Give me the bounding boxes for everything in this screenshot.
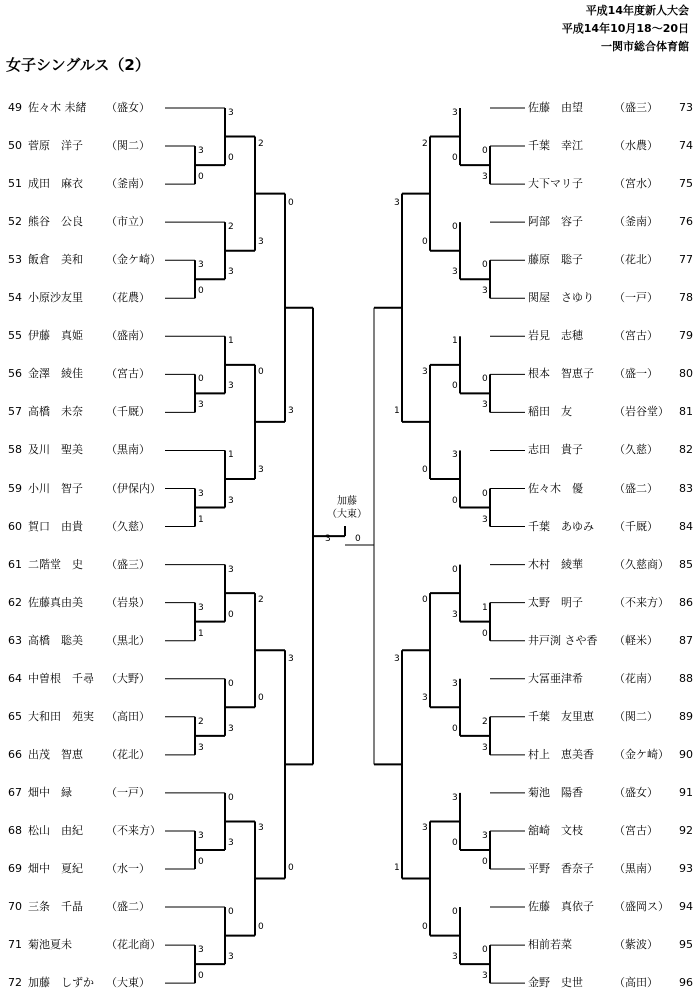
player-name: 成田 麻衣 [28,177,83,191]
player-name: 金野 史世 [528,976,583,990]
player-number: 73 [679,101,693,114]
player-number: 49 [8,101,22,114]
player-name: 佐藤真由美 [28,595,83,609]
score-label: 3 [452,678,458,689]
score-label: 3 [452,450,458,461]
score-label: 1 [198,628,204,639]
score-label: 3 [198,602,204,613]
player-name: 平野 香奈子 [528,862,594,875]
player-team: （花北） [106,747,150,761]
player-team: （黒南） [106,443,150,457]
score-label: 3 [394,654,400,665]
player-number: 72 [8,976,22,990]
score-label: 2 [258,595,264,606]
player-name: 松山 由紀 [28,823,83,837]
player-team: （大東） [106,976,150,990]
score-label: 0 [228,792,234,803]
score-label: 1 [394,862,400,873]
score-label: 3 [228,495,234,506]
player-number: 87 [679,633,693,647]
player-team: （紫波） [614,938,658,952]
player-team: （岩泉） [106,595,150,609]
score-label: 3 [482,971,488,982]
player-number: 93 [679,862,693,875]
score-label: 0 [198,286,204,297]
player-number: 58 [8,443,22,457]
player-number: 52 [8,215,22,229]
player-name: 佐藤 真依子 [528,900,594,914]
score-label: 3 [422,693,428,704]
player-team: （伊保内） [106,481,161,495]
score-label: 0 [258,366,264,377]
player-team: （釜南） [614,215,658,229]
player-number: 62 [8,595,22,609]
player-team: （久慈商） [614,557,669,571]
player-name: 村上 恵美香 [528,747,594,761]
player-team: （一戸） [614,291,658,305]
champion-name: 加藤 [337,496,357,507]
player-number: 66 [8,747,22,761]
player-team: （水農） [614,139,658,153]
score-label: 2 [482,716,488,727]
player-name: 太野 明子 [528,595,583,609]
player-name: 佐藤 由望 [528,101,583,114]
score-label: 3 [482,286,488,297]
player-number: 86 [679,595,693,609]
event-dates: 平成14年10月18～20日 [561,22,689,35]
player-team: （黒北） [106,633,150,647]
player-number: 74 [679,139,693,153]
player-team: （盛南） [106,329,150,343]
player-name: 賀口 由貴 [28,519,83,533]
player-team: （不来方） [106,823,161,837]
player-number: 53 [8,253,22,267]
player-name: 畑中 緑 [28,785,72,799]
score-label: 3 [228,952,234,963]
score-label: 3 [452,108,458,118]
score-label: 0 [482,628,488,639]
player-number: 94 [679,900,693,914]
player-team: （高田） [614,976,658,990]
player-name: 志田 貴子 [528,443,583,457]
score-label: 1 [228,336,234,347]
score-label: 0 [482,374,488,385]
score-label: 0 [288,862,294,873]
score-label: 0 [422,921,428,932]
champion-team: （大東） [327,509,367,520]
player-name: 高橋 未奈 [28,405,83,419]
page-title: 女子シングルス（2） [6,56,150,74]
score-label: 2 [258,138,264,149]
player-name: 金澤 綾佳 [28,367,83,381]
player-number: 80 [679,367,693,381]
player-name: 二階堂 史 [28,557,83,571]
player-team: （盛女） [106,101,150,114]
player-number: 89 [679,709,693,723]
event-venue: 一関市総合体育館 [601,40,689,53]
score-label: 0 [422,464,428,475]
score-label: 0 [452,153,458,164]
score-label: 3 [325,534,331,544]
player-team: （盛一） [614,367,658,381]
player-team: （盛二） [614,481,658,495]
player-name: 畑中 夏紀 [28,862,83,875]
player-name: 大和田 苑実 [28,709,94,723]
player-number: 50 [8,139,22,153]
player-name: 関屋 さゆり [528,291,594,305]
score-label: 1 [482,602,488,613]
score-label: 3 [482,830,488,841]
score-label: 3 [228,564,234,575]
score-label: 0 [452,381,458,392]
score-label: 3 [258,823,264,834]
player-number: 90 [679,747,693,761]
player-team: （金ケ崎） [106,253,161,267]
player-team: （盛二） [106,900,150,914]
score-label: 0 [258,921,264,932]
player-team: （久慈） [614,443,658,457]
player-name: 小原沙友里 [28,291,83,305]
score-label: 0 [198,172,204,183]
score-label: 3 [452,267,458,278]
score-label: 3 [452,609,458,620]
player-number: 85 [679,557,693,571]
player-number: 70 [8,900,22,914]
score-label: 3 [198,830,204,841]
score-label: 3 [228,267,234,278]
event-title: 平成14年度新人大会 [585,4,689,17]
score-label: 3 [258,464,264,475]
player-team: （高田） [106,709,150,723]
score-label: 3 [452,952,458,963]
score-label: 3 [228,381,234,392]
score-label: 3 [198,742,204,753]
score-label: 3 [482,514,488,525]
score-label: 3 [422,823,428,834]
player-team: （黒南） [614,862,658,875]
player-number: 78 [679,291,693,305]
score-label: 3 [394,197,400,208]
score-label: 1 [394,405,400,416]
score-label: 0 [452,564,458,575]
player-team: （宮古） [614,823,658,837]
score-label: 0 [452,222,458,233]
score-label: 0 [228,153,234,164]
score-label: 0 [482,146,488,157]
score-label: 2 [422,138,428,149]
player-team: （市立） [106,215,150,229]
player-number: 54 [8,291,22,305]
score-label: 0 [452,837,458,848]
player-team: （金ケ崎） [614,747,669,761]
player-name: 菊池 陽香 [528,785,583,799]
player-team: （水一） [106,862,150,875]
player-name: 大冨亜津希 [528,671,583,685]
player-name: 千葉 あゆみ [528,519,594,533]
score-label: 2 [228,222,234,233]
player-number: 64 [8,671,22,685]
player-team: （一戸） [106,785,150,799]
player-name: 伊藤 真姫 [28,329,83,343]
player-name: 及川 聖美 [28,443,83,457]
player-name: 阿部 容子 [528,215,583,229]
score-label: 0 [198,374,204,385]
player-name: 井戸渕 さや香 [528,633,598,647]
score-label: 3 [288,654,294,665]
player-name: 加藤 しずか [28,976,94,990]
player-number: 60 [8,519,22,533]
score-label: 3 [228,108,234,118]
player-team: （久慈） [106,519,150,533]
score-label: 3 [198,945,204,956]
player-name: 中曽根 千尋 [28,671,94,685]
score-label: 0 [482,260,488,271]
score-label: 3 [198,488,204,499]
player-number: 76 [679,215,693,229]
player-team: （大野） [106,671,150,685]
score-label: 3 [452,792,458,803]
player-team: （盛三） [106,557,150,571]
player-team: （岩谷堂） [614,405,669,419]
score-label: 3 [228,723,234,734]
score-label: 0 [422,236,428,247]
player-number: 91 [679,785,693,799]
score-label: 3 [228,837,234,848]
player-name: 大下マリ子 [528,177,583,191]
player-number: 81 [679,405,693,419]
score-label: 3 [198,260,204,271]
score-label: 0 [452,723,458,734]
score-label: 1 [198,514,204,525]
player-team: （宮古） [614,329,658,343]
player-number: 82 [679,443,693,457]
player-number: 75 [679,177,693,191]
player-team: （盛女） [614,785,658,799]
player-team: （関二） [106,139,150,153]
player-team: （花北商） [106,938,161,952]
player-number: 59 [8,481,22,495]
score-label: 0 [482,488,488,499]
player-name: 佐々木 未緒 [28,101,87,114]
player-name: 小川 智子 [28,481,83,495]
player-name: 根本 智恵子 [528,367,594,381]
player-name: 木村 綾華 [528,557,583,571]
score-label: 0 [288,197,294,208]
player-name: 出茂 智恵 [28,747,83,761]
player-team: （花農） [106,291,150,305]
player-number: 79 [679,329,693,343]
score-label: 0 [198,971,204,982]
player-number: 77 [679,253,693,267]
player-number: 92 [679,823,693,837]
player-number: 63 [8,633,22,647]
score-label: 0 [355,534,361,544]
player-number: 96 [679,976,693,990]
player-team: （千厩） [106,405,150,419]
player-number: 65 [8,709,22,723]
player-number: 61 [8,557,22,571]
player-number: 95 [679,938,693,952]
score-label: 0 [482,945,488,956]
player-name: 千葉 友里恵 [528,709,594,723]
player-name: 熊谷 公良 [28,215,83,229]
player-name: 三条 千晶 [28,900,83,914]
player-name: 千葉 幸江 [528,139,583,153]
player-number: 57 [8,405,22,419]
player-number: 68 [8,823,22,837]
player-team: （関二） [614,709,658,723]
player-number: 55 [8,329,22,343]
player-name: 岩見 志穂 [528,329,583,343]
player-number: 83 [679,481,693,495]
player-team: （宮古） [106,367,150,381]
score-label: 3 [258,236,264,247]
score-label: 3 [288,405,294,416]
player-team: （軽米） [614,633,658,647]
player-team: （花南） [614,671,658,685]
score-label: 0 [228,678,234,689]
player-name: 菊池夏未 [28,938,72,952]
player-number: 88 [679,671,693,685]
score-label: 0 [422,595,428,606]
player-number: 67 [8,785,22,799]
score-label: 3 [482,742,488,753]
player-name: 舘崎 文枝 [528,823,583,837]
score-label: 0 [258,693,264,704]
player-team: （盛三） [614,101,658,114]
player-team: （盛岡ス） [614,900,669,914]
player-team: （釜南） [106,177,150,191]
player-number: 84 [679,519,693,533]
score-label: 0 [228,907,234,918]
score-label: 3 [422,366,428,377]
score-label: 2 [198,716,204,727]
player-name: 相前若菜 [528,938,572,952]
score-label: 0 [228,609,234,620]
player-team: （千厩） [614,519,658,533]
score-label: 0 [452,495,458,506]
score-label: 0 [452,907,458,918]
score-label: 1 [228,450,234,461]
score-label: 0 [482,857,488,867]
score-label: 1 [452,336,458,347]
player-name: 稲田 友 [528,405,572,419]
player-number: 56 [8,367,22,381]
player-team: （宮水） [614,177,658,191]
score-label: 3 [198,400,204,411]
player-name: 飯倉 美和 [28,253,83,267]
player-name: 佐々木 優 [528,481,583,495]
player-number: 51 [8,177,22,191]
player-number: 69 [8,862,22,875]
score-label: 3 [482,400,488,411]
score-label: 3 [198,146,204,157]
score-label: 0 [198,857,204,867]
player-name: 藤原 聡子 [528,253,583,267]
player-name: 高橋 聡美 [28,633,83,647]
player-team: （不来方） [614,595,669,609]
player-number: 71 [8,938,22,952]
player-team: （花北） [614,253,658,267]
score-label: 3 [482,172,488,183]
player-name: 菅原 洋子 [28,139,83,153]
